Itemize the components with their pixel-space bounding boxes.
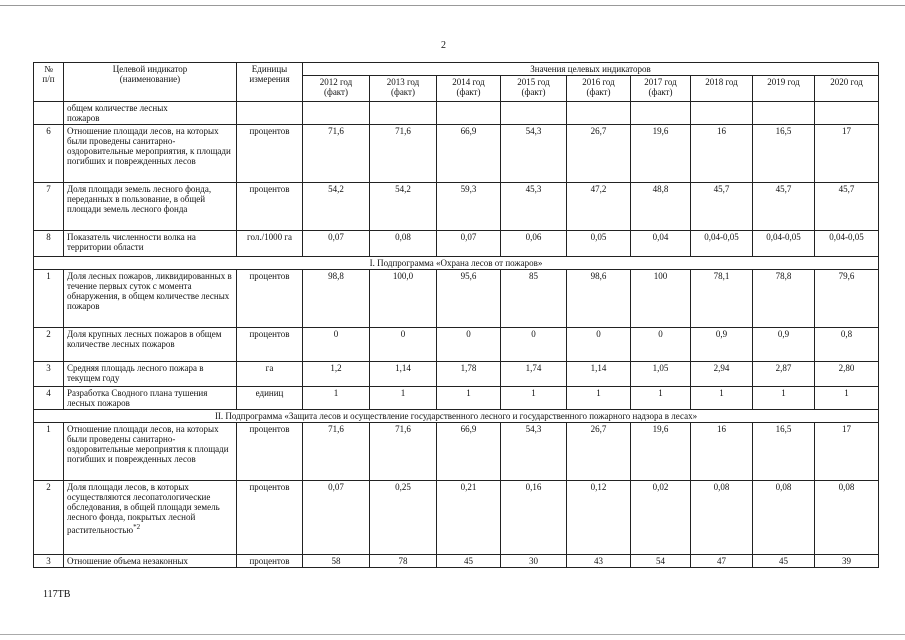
indicator-name-text: Отношение объема незаконных <box>67 556 188 566</box>
value-cell: 0,04-0,05 <box>815 231 879 257</box>
value-cell: 48,8 <box>631 183 691 231</box>
indicator-name <box>64 387 237 410</box>
unit-cell: процентов <box>237 328 303 362</box>
value-cell: 26,7 <box>567 423 631 481</box>
value-cell: 45 <box>437 555 501 568</box>
value-cell: 0,12 <box>567 481 631 555</box>
value-cell: 95,6 <box>437 270 501 328</box>
scan-edge-bottom <box>0 634 905 635</box>
row-number: 2 <box>34 328 64 362</box>
value-cell: 0,04 <box>631 231 691 257</box>
table-header <box>34 63 879 102</box>
header-values-group: Значения целевых индикаторов <box>303 63 879 76</box>
table-row <box>34 328 879 362</box>
indicator-name <box>64 481 237 555</box>
section-title: II. Подпрограмма «Защита лесов и осуществление государственного лесного и государственного пожарного надзора в лесах» <box>34 410 879 423</box>
value-cell: 0 <box>501 328 567 362</box>
value-cell: 16,5 <box>753 423 815 481</box>
indicator-name-text: Разработка Сводного плана тушения лесных пожаров <box>67 388 208 408</box>
indicator-name-text: Показатель численности волка на территории области <box>67 232 196 252</box>
indicator-name-text: Доля площади земель лесного фонда, переданных в пользование, в общей площади земель лесного фонда <box>67 184 212 214</box>
indicator-name-text: Отношение площади лесов, на которых были проведены санитарно-оздоровительные мероприятия к площади погибших и поврежденных лесов <box>67 424 229 464</box>
value-cell: 0,02 <box>631 481 691 555</box>
value-cell: 47,2 <box>567 183 631 231</box>
value-cell: 66,9 <box>437 125 501 183</box>
header-indicator: Целевой индикатор (наименование) <box>64 63 237 102</box>
value-cell <box>437 102 501 125</box>
header-unit: Единицы измерения <box>237 63 303 102</box>
indicator-name-text: Средняя площадь лесного пожара в текущем году <box>67 363 204 383</box>
value-cell: 43 <box>567 555 631 568</box>
table-row <box>34 362 879 387</box>
value-cell: 71,6 <box>303 125 370 183</box>
value-cell: 54,3 <box>501 423 567 481</box>
value-cell: 0,21 <box>437 481 501 555</box>
indicator-name <box>64 328 237 362</box>
document-code: 117ТВ <box>43 589 71 600</box>
value-cell: 1 <box>753 387 815 410</box>
unit-cell: процентов <box>237 270 303 328</box>
value-cell: 0,07 <box>303 481 370 555</box>
header-year: 2014 год (факт) <box>437 76 501 102</box>
value-cell: 0,9 <box>753 328 815 362</box>
header-year: 2017 год (факт) <box>631 76 691 102</box>
value-cell: 98,6 <box>567 270 631 328</box>
unit-cell: га <box>237 362 303 387</box>
value-cell: 0,04-0,05 <box>753 231 815 257</box>
value-cell: 0 <box>567 328 631 362</box>
table-row <box>34 481 879 555</box>
row-number: 1 <box>34 423 64 481</box>
value-cell: 0 <box>437 328 501 362</box>
value-cell: 71,6 <box>370 125 437 183</box>
value-cell: 0,08 <box>370 231 437 257</box>
value-cell: 1 <box>370 387 437 410</box>
value-cell: 19,6 <box>631 423 691 481</box>
value-cell: 0,04-0,05 <box>691 231 753 257</box>
value-cell: 59,3 <box>437 183 501 231</box>
value-cell: 45,7 <box>753 183 815 231</box>
indicator-name-text: Доля площади лесов, в которых осуществляются лесопатологические обследования, в общей площади земель лесного фонда, покрытых лесной растительностью <box>67 482 220 535</box>
value-cell: 0,07 <box>303 231 370 257</box>
unit-cell: единиц <box>237 387 303 410</box>
header-year: 2012 год (факт) <box>303 76 370 102</box>
value-cell: 0,9 <box>691 328 753 362</box>
table-row <box>34 387 879 410</box>
unit-cell: процентов <box>237 183 303 231</box>
table-row <box>34 270 879 328</box>
row-number: 4 <box>34 387 64 410</box>
indicator-name <box>64 362 237 387</box>
indicators-table <box>33 62 879 568</box>
value-cell: 1 <box>631 387 691 410</box>
value-cell: 1,2 <box>303 362 370 387</box>
value-cell: 30 <box>501 555 567 568</box>
value-cell: 45,3 <box>501 183 567 231</box>
row-number: 3 <box>34 362 64 387</box>
unit-cell: процентов <box>237 555 303 568</box>
value-cell: 1 <box>567 387 631 410</box>
value-cell <box>501 102 567 125</box>
value-cell <box>370 102 437 125</box>
value-cell: 0,08 <box>753 481 815 555</box>
header-year: 2020 год <box>815 76 879 102</box>
unit-cell: гол./1000 га <box>237 231 303 257</box>
value-cell: 54 <box>631 555 691 568</box>
value-cell: 85 <box>501 270 567 328</box>
value-cell: 0,06 <box>501 231 567 257</box>
value-cell: 1,14 <box>567 362 631 387</box>
table-row <box>34 183 879 231</box>
value-cell: 1 <box>303 387 370 410</box>
value-cell <box>303 102 370 125</box>
value-cell <box>567 102 631 125</box>
unit-cell: процентов <box>237 125 303 183</box>
value-cell: 1 <box>815 387 879 410</box>
value-cell: 0,8 <box>815 328 879 362</box>
value-cell <box>631 102 691 125</box>
indicator-name-text: Доля крупных лесных пожаров в общем количестве лесных пожаров <box>67 329 222 349</box>
value-cell: 54,2 <box>303 183 370 231</box>
indicator-name <box>64 183 237 231</box>
table-body <box>34 102 879 568</box>
indicator-name <box>64 125 237 183</box>
value-cell: 1,78 <box>437 362 501 387</box>
value-cell: 1,74 <box>501 362 567 387</box>
footnote-mark: *2 <box>133 523 141 531</box>
table-row <box>34 231 879 257</box>
value-cell: 100,0 <box>370 270 437 328</box>
value-cell: 78 <box>370 555 437 568</box>
value-cell: 0 <box>370 328 437 362</box>
value-cell: 16 <box>691 423 753 481</box>
value-cell: 17 <box>815 423 879 481</box>
value-cell: 2,94 <box>691 362 753 387</box>
value-cell: 0,05 <box>567 231 631 257</box>
value-cell: 45,7 <box>691 183 753 231</box>
header-num: № п/п <box>34 63 64 102</box>
value-cell: 0 <box>631 328 691 362</box>
value-cell: 0 <box>303 328 370 362</box>
value-cell: 2,80 <box>815 362 879 387</box>
value-cell <box>753 102 815 125</box>
value-cell: 0,07 <box>437 231 501 257</box>
value-cell: 0,16 <box>501 481 567 555</box>
value-cell: 100 <box>631 270 691 328</box>
indicator-name: общем количестве лесных пожаров <box>64 102 237 125</box>
value-cell: 0,25 <box>370 481 437 555</box>
value-cell: 47 <box>691 555 753 568</box>
value-cell: 78,8 <box>753 270 815 328</box>
value-cell: 1,05 <box>631 362 691 387</box>
scan-edge-top <box>0 5 905 6</box>
value-cell: 1 <box>437 387 501 410</box>
value-cell: 17 <box>815 125 879 183</box>
value-cell: 1 <box>691 387 753 410</box>
row-number: 3 <box>34 555 64 568</box>
unit-cell: процентов <box>237 481 303 555</box>
value-cell: 78,1 <box>691 270 753 328</box>
value-cell: 71,6 <box>370 423 437 481</box>
header-year: 2013 год (факт) <box>370 76 437 102</box>
indicator-name <box>64 423 237 481</box>
value-cell: 1,14 <box>370 362 437 387</box>
indicator-name-text: Отношение площади лесов, на которых были проведены санитарно-оздоровительные мероприятия, к площади погибших и поврежденных лесов <box>67 126 231 166</box>
value-cell: 79,6 <box>815 270 879 328</box>
value-cell: 66,9 <box>437 423 501 481</box>
section-title: I. Подпрограмма «Охрана лесов от пожаров» <box>34 257 879 270</box>
value-cell: 98,8 <box>303 270 370 328</box>
row-number: 1 <box>34 270 64 328</box>
value-cell <box>691 102 753 125</box>
section-row <box>34 410 879 423</box>
value-cell: 26,7 <box>567 125 631 183</box>
row-number: 8 <box>34 231 64 257</box>
table-row <box>34 423 879 481</box>
table-row <box>34 125 879 183</box>
value-cell: 54,3 <box>501 125 567 183</box>
value-cell: 1 <box>501 387 567 410</box>
indicator-name-text: Доля лесных пожаров, ликвидированных в течение первых суток с момента обнаружения, в общем количестве лесных пожаров <box>67 271 232 311</box>
table-row <box>34 555 879 568</box>
page-number: 2 <box>441 40 446 51</box>
value-cell: 45 <box>753 555 815 568</box>
unit-cell: процентов <box>237 423 303 481</box>
value-cell <box>237 102 303 125</box>
value-cell: 0,08 <box>815 481 879 555</box>
row-number: 6 <box>34 125 64 183</box>
header-year: 2018 год <box>691 76 753 102</box>
continuation-row <box>34 102 879 125</box>
header-year: 2016 год (факт) <box>567 76 631 102</box>
value-cell: 39 <box>815 555 879 568</box>
row-number: 7 <box>34 183 64 231</box>
value-cell: 0,08 <box>691 481 753 555</box>
row-number: 2 <box>34 481 64 555</box>
header-year: 2015 год (факт) <box>501 76 567 102</box>
section-row <box>34 257 879 270</box>
value-cell: 19,6 <box>631 125 691 183</box>
value-cell: 16 <box>691 125 753 183</box>
row-number <box>34 102 64 125</box>
value-cell <box>815 102 879 125</box>
value-cell: 45,7 <box>815 183 879 231</box>
value-cell: 54,2 <box>370 183 437 231</box>
indicator-name <box>64 231 237 257</box>
value-cell: 58 <box>303 555 370 568</box>
header-year: 2019 год <box>753 76 815 102</box>
value-cell: 71,6 <box>303 423 370 481</box>
value-cell: 2,87 <box>753 362 815 387</box>
indicator-name <box>64 555 237 568</box>
value-cell: 16,5 <box>753 125 815 183</box>
indicator-name <box>64 270 237 328</box>
